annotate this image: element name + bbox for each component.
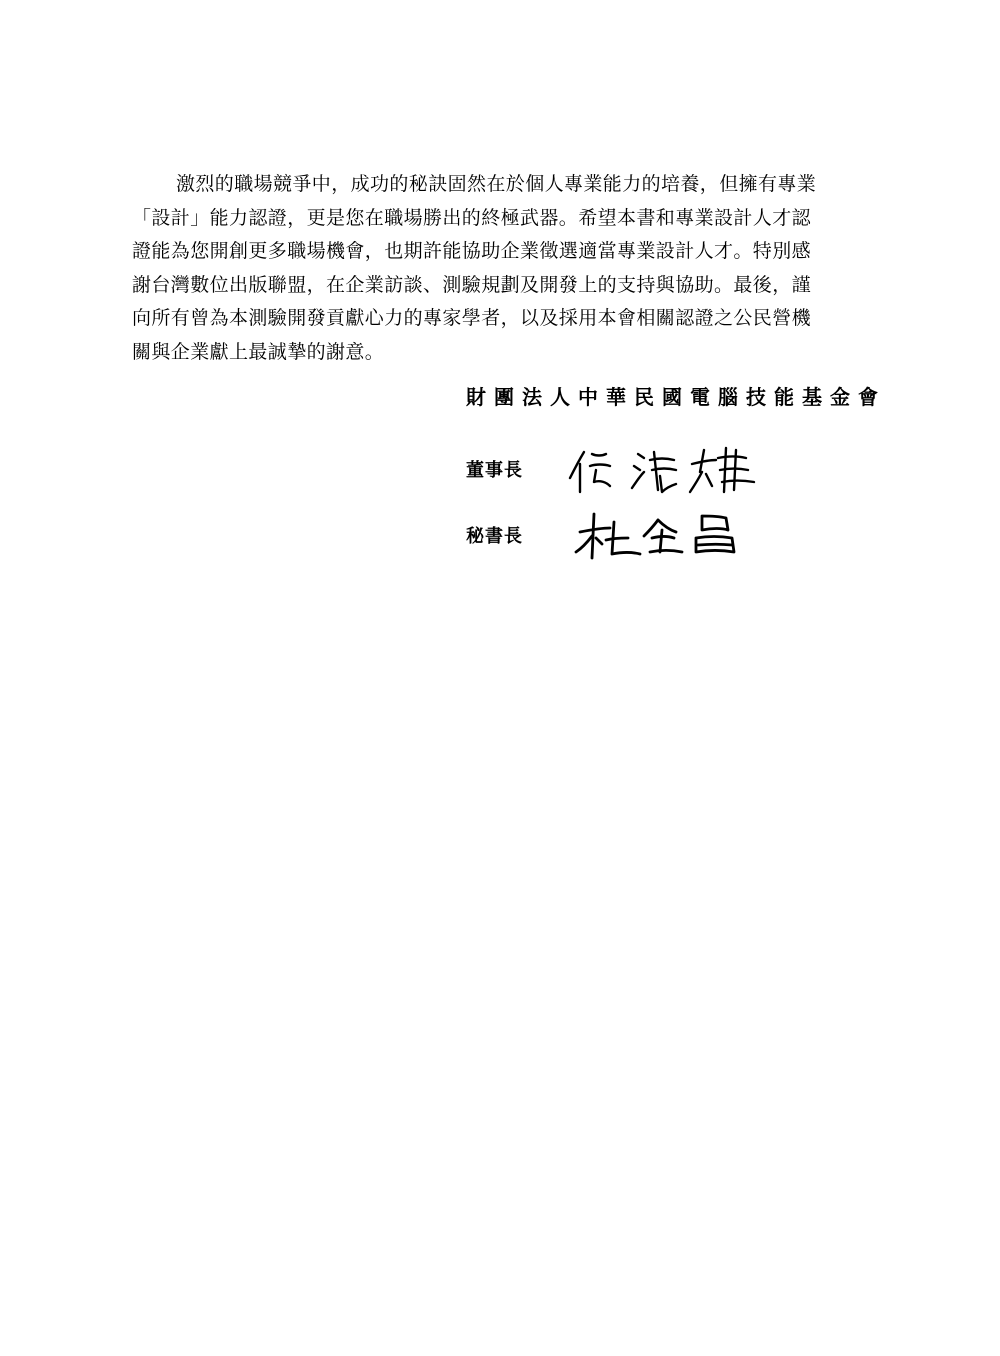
secretary-role-label: 秘書長 [466,526,523,547]
paragraph-line: 向所有曾為本測驗開發貢獻心力的專家學者，以及採用本會相關認證之公民營機 [132,307,812,329]
chairman-role-label: 董事長 [466,460,523,481]
paragraph-line: 「設計」能力認證，更是您在職場勝出的終極武器。希望本書和專業設計人才認 [132,206,812,229]
organization-name: 財團法人中華民國電腦技能基金會 [466,385,886,409]
paragraph-line: 激烈的職場競爭中，成功的秘訣固然在於個人專業能力的培養，但擁有專業 [176,173,817,195]
paragraph-line: 謝台灣數位出版聯盟，在企業訪談、測驗規劃及開發上的支持與協助。最後，謹 [132,273,812,296]
paragraph-line: 關與企業獻上最誠摯的謝意。 [132,340,385,363]
secretary-signature-block [466,508,786,568]
preface-paragraph [132,168,868,369]
chairman-signature-icon [566,442,766,498]
secretary-signature-icon [566,508,766,564]
chairman-signature-block [466,442,786,502]
paragraph-line: 證能為您開創更多職場機會，也期許能協助企業徵選適當專業設計人才。特別感 [132,240,812,262]
